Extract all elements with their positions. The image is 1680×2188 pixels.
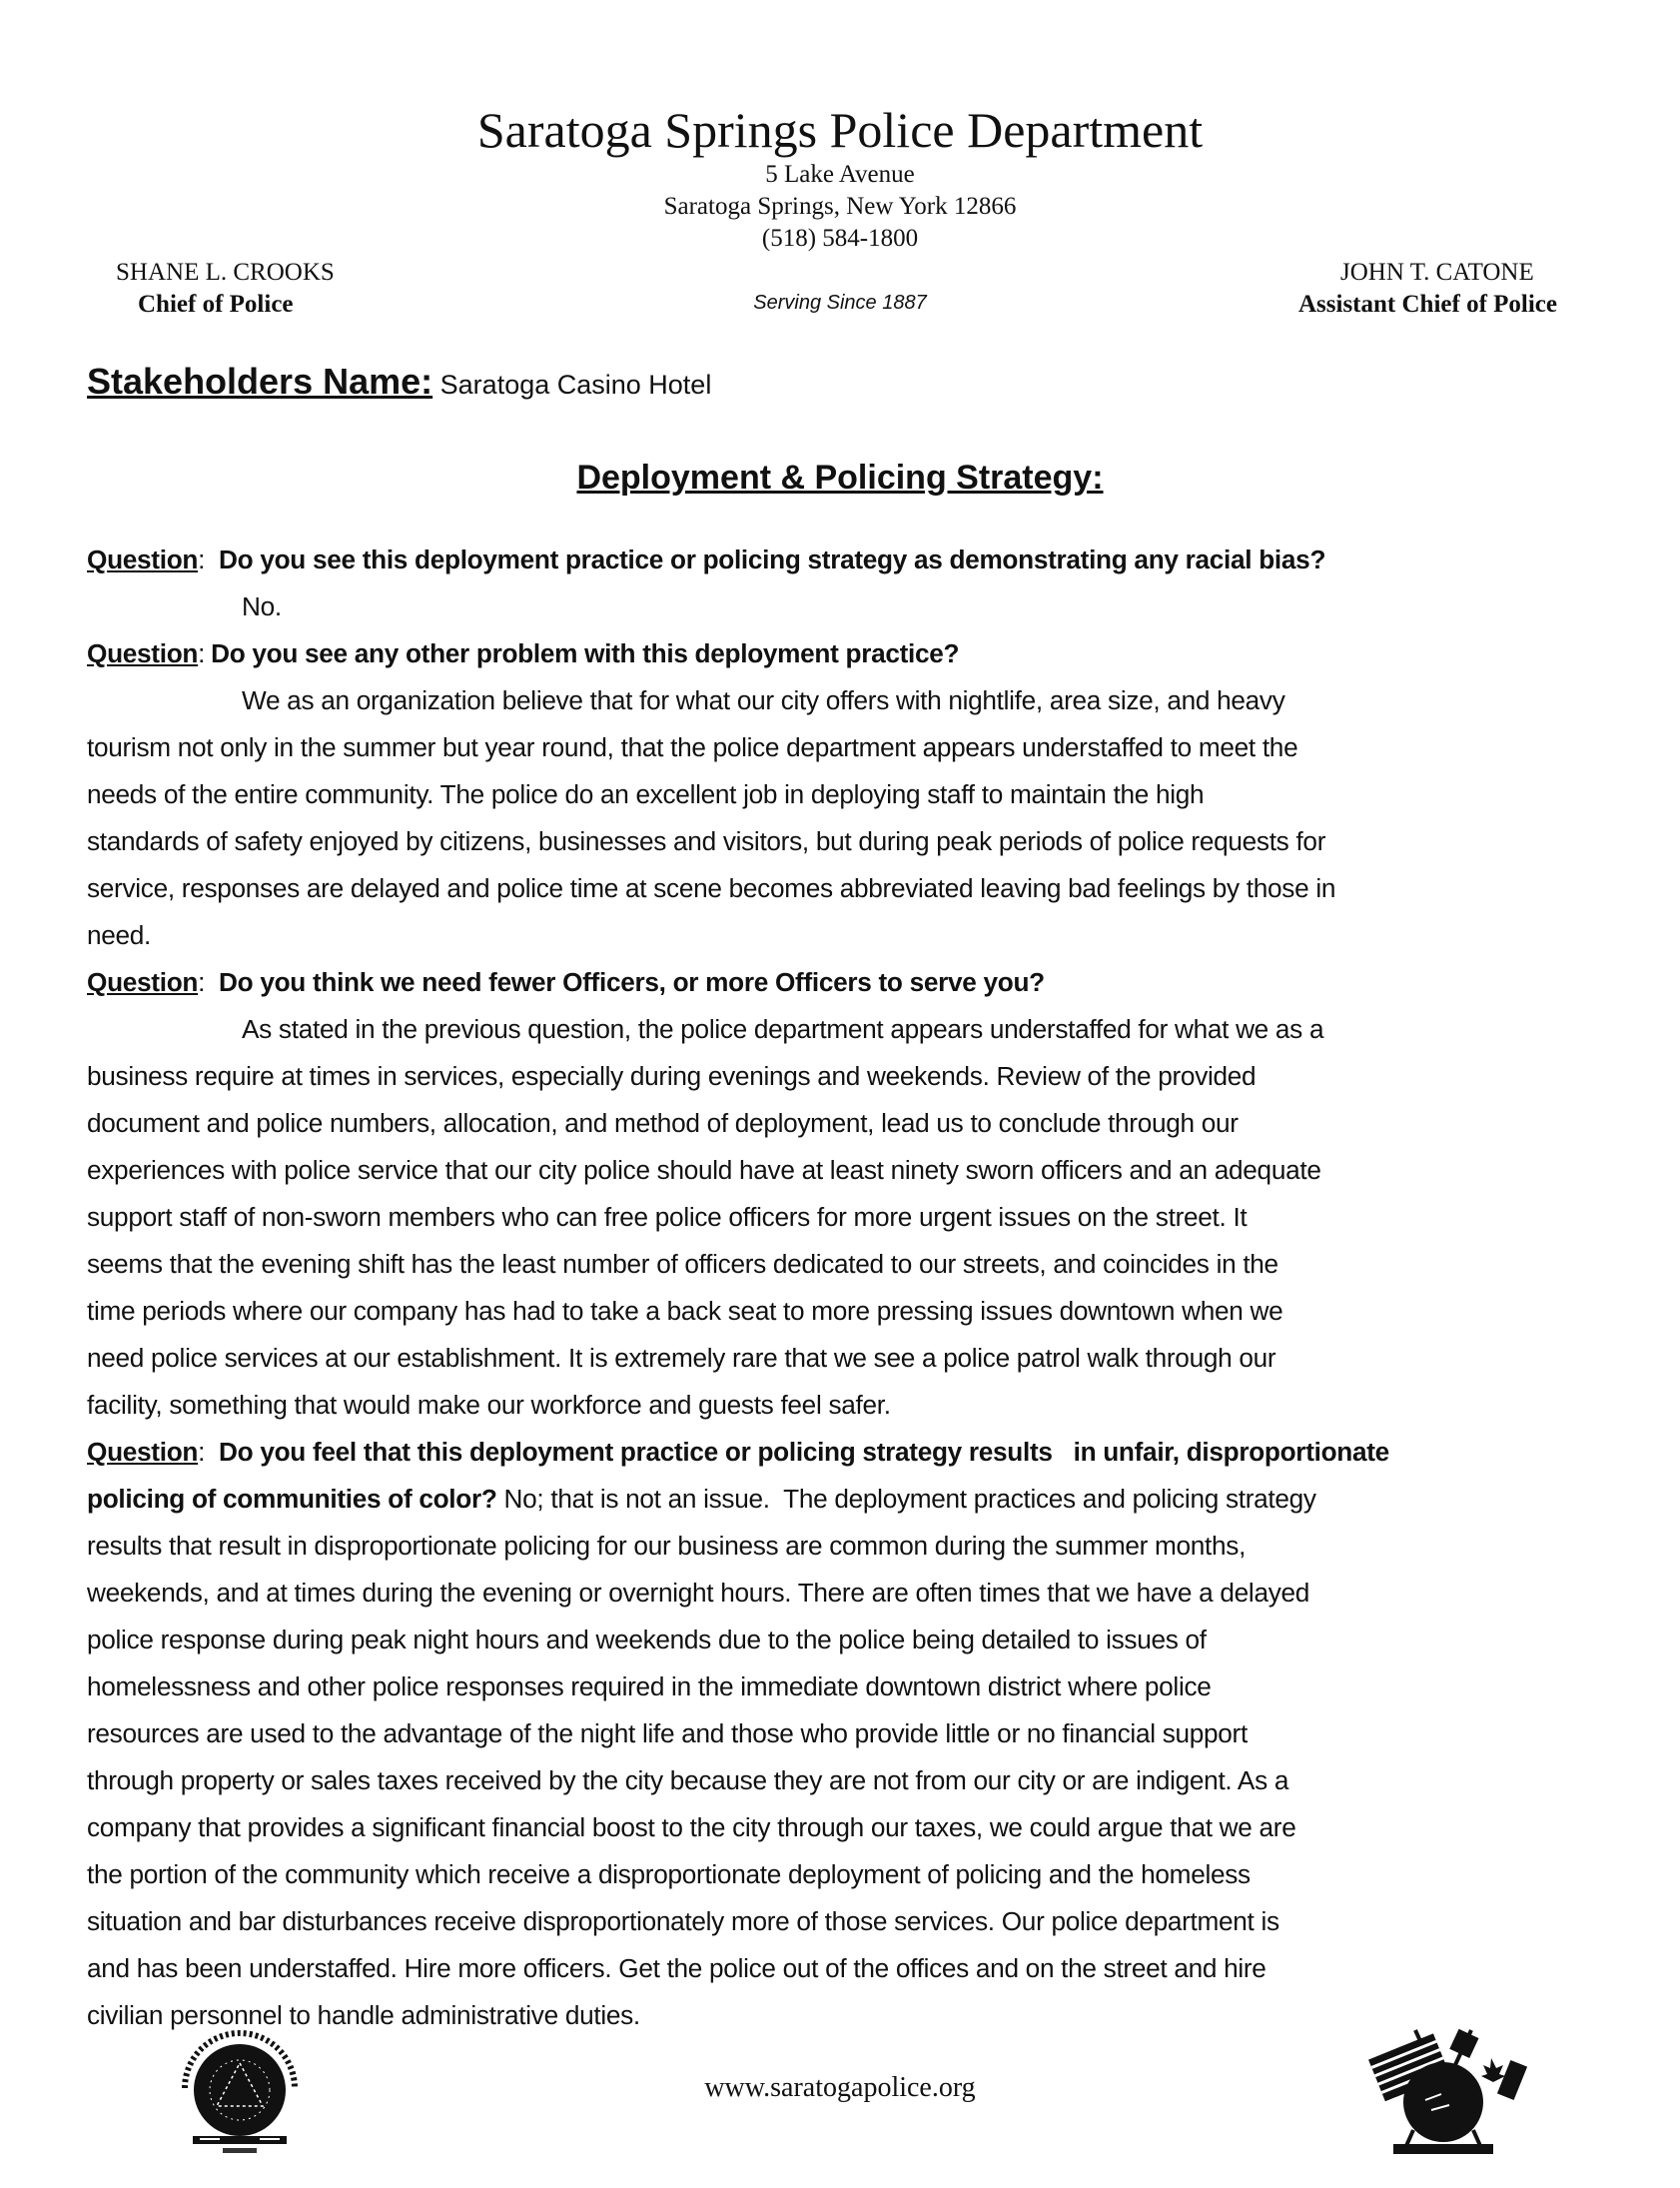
answer-inline: No; that is not an issue. The deployment practices and policing strategy — [496, 1484, 1316, 1514]
stakeholder-label: Stakeholders Name: — [87, 361, 433, 402]
answer-line: needs of the entire community. The police do an excellent job in deploying staff to maintain the high — [87, 779, 1205, 809]
chief-title: Chief of Police — [138, 291, 294, 318]
website-link[interactable]: www.saratogapolice.org — [704, 2072, 976, 2103]
answer-line: time periods where our company has had to take a back seat to more pressing issues downtown when we — [87, 1296, 1283, 1326]
question-4: Question: Do you feel that this deployment practice or policing strategy results in unfair, disproportionate — [87, 1437, 1389, 1467]
phone-number: (518) 584-1800 — [761, 225, 919, 252]
question-label: Question — [87, 1437, 199, 1467]
answer-line: need police services at our establishment. It is extremely rare that we see a police patrol walk through our — [87, 1343, 1276, 1373]
stakeholder-name: Saratoga Casino Hotel — [439, 370, 712, 400]
answer-line: No. — [242, 591, 282, 621]
answer-line: support staff of non-sworn members who can free police officers for more urgent issues on the street. It — [87, 1202, 1248, 1232]
answer-line: need. — [87, 920, 152, 950]
answer-line: tourism not only in the summer but year round, that the police department appears understaffed to meet the — [87, 732, 1298, 762]
question-1: Question: Do you see this deployment practice or policing strategy as demonstrating any racial bias? — [87, 545, 1326, 574]
assistant-chief-title: Assistant Chief of Police — [1298, 291, 1557, 318]
answer-line: We as an organization believe that for what our city offers with nightlife, area size, and heavy — [242, 685, 1285, 715]
answer-line: service, responses are delayed and police time at scene becomes abbreviated leaving bad feelings by those in — [87, 873, 1336, 903]
answer-line: document and police numbers, allocation, and method of deployment, lead us to conclude through our — [87, 1108, 1239, 1138]
question-text: policing of communities of color? — [87, 1484, 497, 1514]
answer-line: standards of safety enjoyed by citizens, businesses and visitors, but during peak periods of police requests for — [87, 826, 1326, 856]
answer-line: civilian personnel to handle administrative duties. — [87, 2000, 640, 2030]
address-line-2: Saratoga Springs, New York 12866 — [663, 193, 1017, 220]
answer-line: the portion of the community which receive a disproportionate deployment of policing and the homeless — [87, 1859, 1251, 1889]
answer-line: resources are used to the advantage of the night life and those who provide little or no financial support — [87, 1718, 1248, 1748]
question-label: Question — [87, 967, 199, 997]
question-text: Do you see any other problem with this deployment practice? — [211, 638, 960, 668]
question-text: Do you feel that this deployment practice or policing strategy results in unfair, disproportionate — [219, 1437, 1389, 1467]
answer-line: business require at times in services, especially during evenings and weekends. Review of the provided — [87, 1061, 1257, 1091]
answer-line: and has been understaffed. Hire more officers. Get the police out of the offices and on the street and hire — [87, 1953, 1266, 1983]
chief-name: SHANE L. CROOKS — [116, 259, 335, 286]
question-3: Question: Do you think we need fewer Officers, or more Officers to serve you? — [87, 967, 1045, 997]
answer-line: results that result in disproportionate policing for our business are common during the summer months, — [87, 1531, 1247, 1561]
answer-line: situation and bar disturbances receive disproportionately more of those services. Our police department is — [87, 1906, 1279, 1936]
answer-line: seems that the evening shift has the least number of officers dedicated to our streets, and coincides in the — [87, 1249, 1278, 1279]
stakeholder-line — [87, 362, 711, 405]
address-line-1: 5 Lake Avenue — [765, 161, 915, 188]
motto: Serving Since 1887 — [753, 292, 927, 314]
question-4-continued — [87, 1479, 1316, 1519]
answer-line: As stated in the previous question, the police department appears understaffed for what we as a — [242, 1014, 1324, 1044]
question-2: Question: Do you see any other problem with this deployment practice? — [87, 638, 960, 668]
question-text: Do you see this deployment practice or policing strategy as demonstrating any racial bias? — [219, 545, 1326, 574]
question-label: Question — [87, 545, 199, 574]
answer-line: through property or sales taxes received by the city because they are not from our city or are indigent. As a — [87, 1765, 1289, 1795]
answer-line: experiences with police service that our city police should have at least ninety sworn officers and an adequate — [87, 1155, 1321, 1185]
section-heading: Deployment & Policing Strategy: — [576, 459, 1104, 497]
assistant-chief-name: JOHN T. CATONE — [1340, 259, 1534, 286]
question-text: Do you think we need fewer Officers, or more Officers to serve you? — [219, 967, 1045, 997]
department-title: Saratoga Springs Police Department — [476, 102, 1204, 158]
answer-line: police response during peak night hours and weekends due to the police being detailed to issues of — [87, 1625, 1207, 1654]
answer-line: homelessness and other police responses required in the immediate downtown district where police — [87, 1671, 1212, 1701]
answer-line: weekends, and at times during the evening or overnight hours. There are often times that we have a delayed — [87, 1578, 1310, 1608]
question-label: Question — [87, 638, 199, 668]
answer-line: company that provides a significant financial boost to the city through our taxes, we could argue that we are — [87, 1812, 1296, 1842]
answer-line: facility, something that would make our workforce and guests feel safer. — [87, 1390, 891, 1420]
